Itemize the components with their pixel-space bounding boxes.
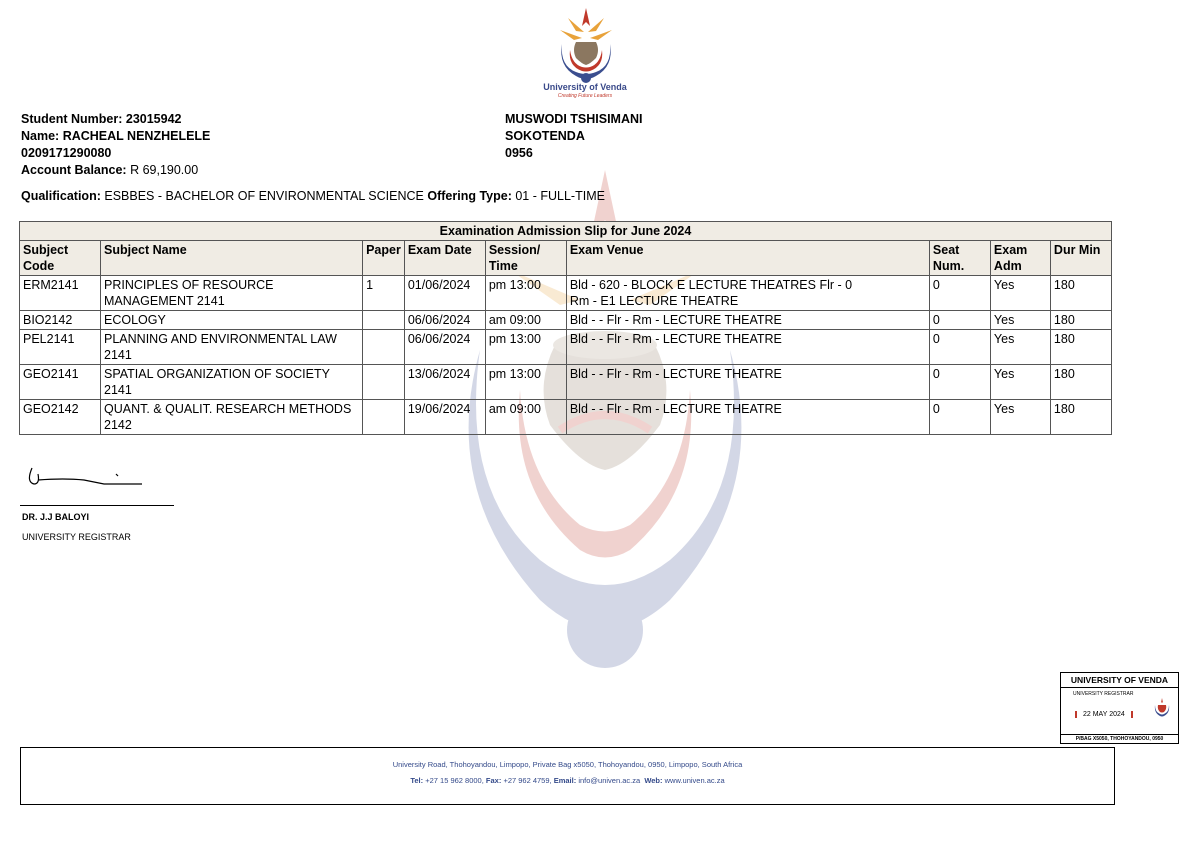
cell-exam-adm: Yes bbox=[990, 330, 1050, 365]
postal-address-block bbox=[505, 111, 643, 162]
table-header-row bbox=[20, 241, 1112, 276]
footer-web[interactable]: www.univen.ac.za bbox=[664, 776, 725, 785]
footer-tel-label: Tel: bbox=[410, 776, 424, 785]
stamp-footer: P/BAG X5050, THOHOYANDOU, 0950 bbox=[1061, 734, 1178, 743]
table-title: Examination Admission Slip for June 2024 bbox=[20, 222, 1112, 241]
footer-web-label: Web: bbox=[644, 776, 663, 785]
cell-seat-num: 0 bbox=[929, 311, 990, 330]
cell-subject-name: QUANT. & QUALIT. RESEARCH METHODS 2142 bbox=[101, 400, 363, 435]
cell-exam-venue: Bld - - Flr - Rm - LECTURE THEATRE bbox=[566, 311, 929, 330]
cell-exam-venue: Bld - - Flr - Rm - LECTURE THEATRE bbox=[566, 330, 929, 365]
student-number: 23015942 bbox=[125, 112, 182, 126]
cell-exam-adm: Yes bbox=[990, 276, 1050, 311]
student-id-number: 0209171290080 bbox=[21, 146, 112, 160]
cell-exam-venue: Bld - - Flr - Rm - LECTURE THEATRE bbox=[566, 365, 929, 400]
footer-fax: +27 962 4759, bbox=[503, 776, 552, 785]
header-subject-name: Subject Name bbox=[101, 241, 363, 276]
exam-admission-table bbox=[19, 221, 1112, 435]
cell-subject-name: ECOLOGY bbox=[101, 311, 363, 330]
address-line-1: MUSWODI TSHISIMANI bbox=[505, 112, 643, 126]
cell-exam-adm: Yes bbox=[990, 311, 1050, 330]
header-seat-num: Seat Num. bbox=[929, 241, 990, 276]
cell-session-time: pm 13:00 bbox=[485, 276, 566, 311]
logo-tagline: Creating Future Leaders bbox=[557, 93, 613, 99]
footer-fax-label: Fax: bbox=[485, 776, 502, 785]
cell-subject-name: SPATIAL ORGANIZATION OF SOCIETY 2141 bbox=[101, 365, 363, 400]
student-info-block bbox=[21, 111, 210, 179]
cell-paper bbox=[363, 330, 405, 365]
cell-seat-num: 0 bbox=[929, 365, 990, 400]
header-dur-min: Dur Min bbox=[1050, 241, 1111, 276]
footer-email[interactable]: info@univen.ac.za bbox=[578, 776, 641, 785]
header-exam-date: Exam Date bbox=[404, 241, 485, 276]
cell-paper bbox=[363, 365, 405, 400]
cell-subject-code: ERM2141 bbox=[20, 276, 101, 311]
cell-subject-code: PEL2141 bbox=[20, 330, 101, 365]
qualification-line bbox=[21, 189, 605, 203]
cell-dur-min: 180 bbox=[1050, 330, 1111, 365]
cell-exam-venue: Bld - 620 - BLOCK E LECTURE THEATRES Flr - 0 Rm - E1 LECTURE THEATRE bbox=[566, 276, 929, 311]
signatory-name: DR. J.J BALOYI bbox=[22, 512, 90, 522]
stamp-crest-icon bbox=[1151, 697, 1173, 721]
cell-session-time: pm 13:00 bbox=[485, 330, 566, 365]
signature-line bbox=[20, 505, 174, 506]
cell-exam-date: 06/06/2024 bbox=[404, 311, 485, 330]
cell-subject-name: PLANNING AND ENVIRONMENTAL LAW 2141 bbox=[101, 330, 363, 365]
table-row bbox=[20, 311, 1112, 330]
student-number-label: Student Number: bbox=[21, 112, 123, 126]
logo-university-name: University of Venda bbox=[543, 82, 627, 92]
offering-type-value: 01 - FULL-TIME bbox=[515, 189, 605, 203]
qualification-label: Qualification: bbox=[21, 189, 101, 203]
account-balance-label: Account Balance: bbox=[21, 163, 127, 177]
cell-dur-min: 180 bbox=[1050, 311, 1111, 330]
cell-exam-date: 13/06/2024 bbox=[404, 365, 485, 400]
table-row bbox=[20, 365, 1112, 400]
cell-exam-adm: Yes bbox=[990, 365, 1050, 400]
cell-exam-adm: Yes bbox=[990, 400, 1050, 435]
cell-paper bbox=[363, 400, 405, 435]
cell-paper: 1 bbox=[363, 276, 405, 311]
footer-tel: +27 15 962 8000, bbox=[425, 776, 484, 785]
cell-seat-num: 0 bbox=[929, 330, 990, 365]
header-exam-venue: Exam Venue bbox=[566, 241, 929, 276]
registrar-signature bbox=[24, 462, 148, 490]
cell-subject-code: GEO2141 bbox=[20, 365, 101, 400]
cell-seat-num: 0 bbox=[929, 276, 990, 311]
cell-exam-date: 01/06/2024 bbox=[404, 276, 485, 311]
footer-contact bbox=[21, 776, 1114, 785]
cell-exam-venue: Bld - - Flr - Rm - LECTURE THEATRE bbox=[566, 400, 929, 435]
cell-dur-min: 180 bbox=[1050, 276, 1111, 311]
cell-session-time: am 09:00 bbox=[485, 311, 566, 330]
qualification-value: ESBBES - BACHELOR OF ENVIRONMENTAL SCIENCE bbox=[104, 189, 424, 203]
signatory-title: UNIVERSITY REGISTRAR bbox=[22, 532, 131, 542]
account-balance-line bbox=[21, 162, 210, 179]
address-line-3: 0956 bbox=[505, 146, 533, 160]
table-row bbox=[20, 276, 1112, 311]
cell-subject-name: PRINCIPLES OF RESOURCE MANAGEMENT 2141 bbox=[101, 276, 363, 311]
header-session-time: Session/ Time bbox=[485, 241, 566, 276]
cell-dur-min: 180 bbox=[1050, 365, 1111, 400]
header-paper: Paper bbox=[363, 241, 405, 276]
page-footer bbox=[20, 747, 1115, 805]
stamp-role: UNIVERSITY REGISTRAR bbox=[1073, 691, 1134, 697]
account-balance: R 69,190.00 bbox=[130, 163, 199, 177]
stamp-header: UNIVERSITY OF VENDA bbox=[1061, 673, 1178, 688]
header-exam-adm: Exam Adm bbox=[990, 241, 1050, 276]
cell-paper bbox=[363, 311, 405, 330]
registrar-stamp bbox=[1060, 672, 1179, 744]
header-subject-code: Subject Code bbox=[20, 241, 101, 276]
table-row bbox=[20, 400, 1112, 435]
cell-session-time: am 09:00 bbox=[485, 400, 566, 435]
footer-email-label: Email: bbox=[553, 776, 577, 785]
cell-dur-min: 180 bbox=[1050, 400, 1111, 435]
offering-type-label: Offering Type: bbox=[427, 189, 512, 203]
student-name: RACHEAL NENZHELELE bbox=[62, 129, 211, 143]
cell-exam-date: 06/06/2024 bbox=[404, 330, 485, 365]
stamp-date: 22 MAY 2024 bbox=[1075, 711, 1133, 718]
footer-address: University Road, Thohoyandou, Limpopo, Private Bag x5050, Thohoyandou, 0950, Limpopo, South Africa bbox=[392, 760, 743, 769]
student-name-label: Name: bbox=[21, 129, 60, 143]
table-row bbox=[20, 330, 1112, 365]
cell-exam-date: 19/06/2024 bbox=[404, 400, 485, 435]
address-line-2: SOKOTENDA bbox=[505, 129, 585, 143]
cell-seat-num: 0 bbox=[929, 400, 990, 435]
cell-subject-code: BIO2142 bbox=[20, 311, 101, 330]
student-name-line bbox=[21, 128, 210, 145]
student-number-line bbox=[21, 111, 210, 128]
cell-session-time: pm 13:00 bbox=[485, 365, 566, 400]
cell-subject-code: GEO2142 bbox=[20, 400, 101, 435]
